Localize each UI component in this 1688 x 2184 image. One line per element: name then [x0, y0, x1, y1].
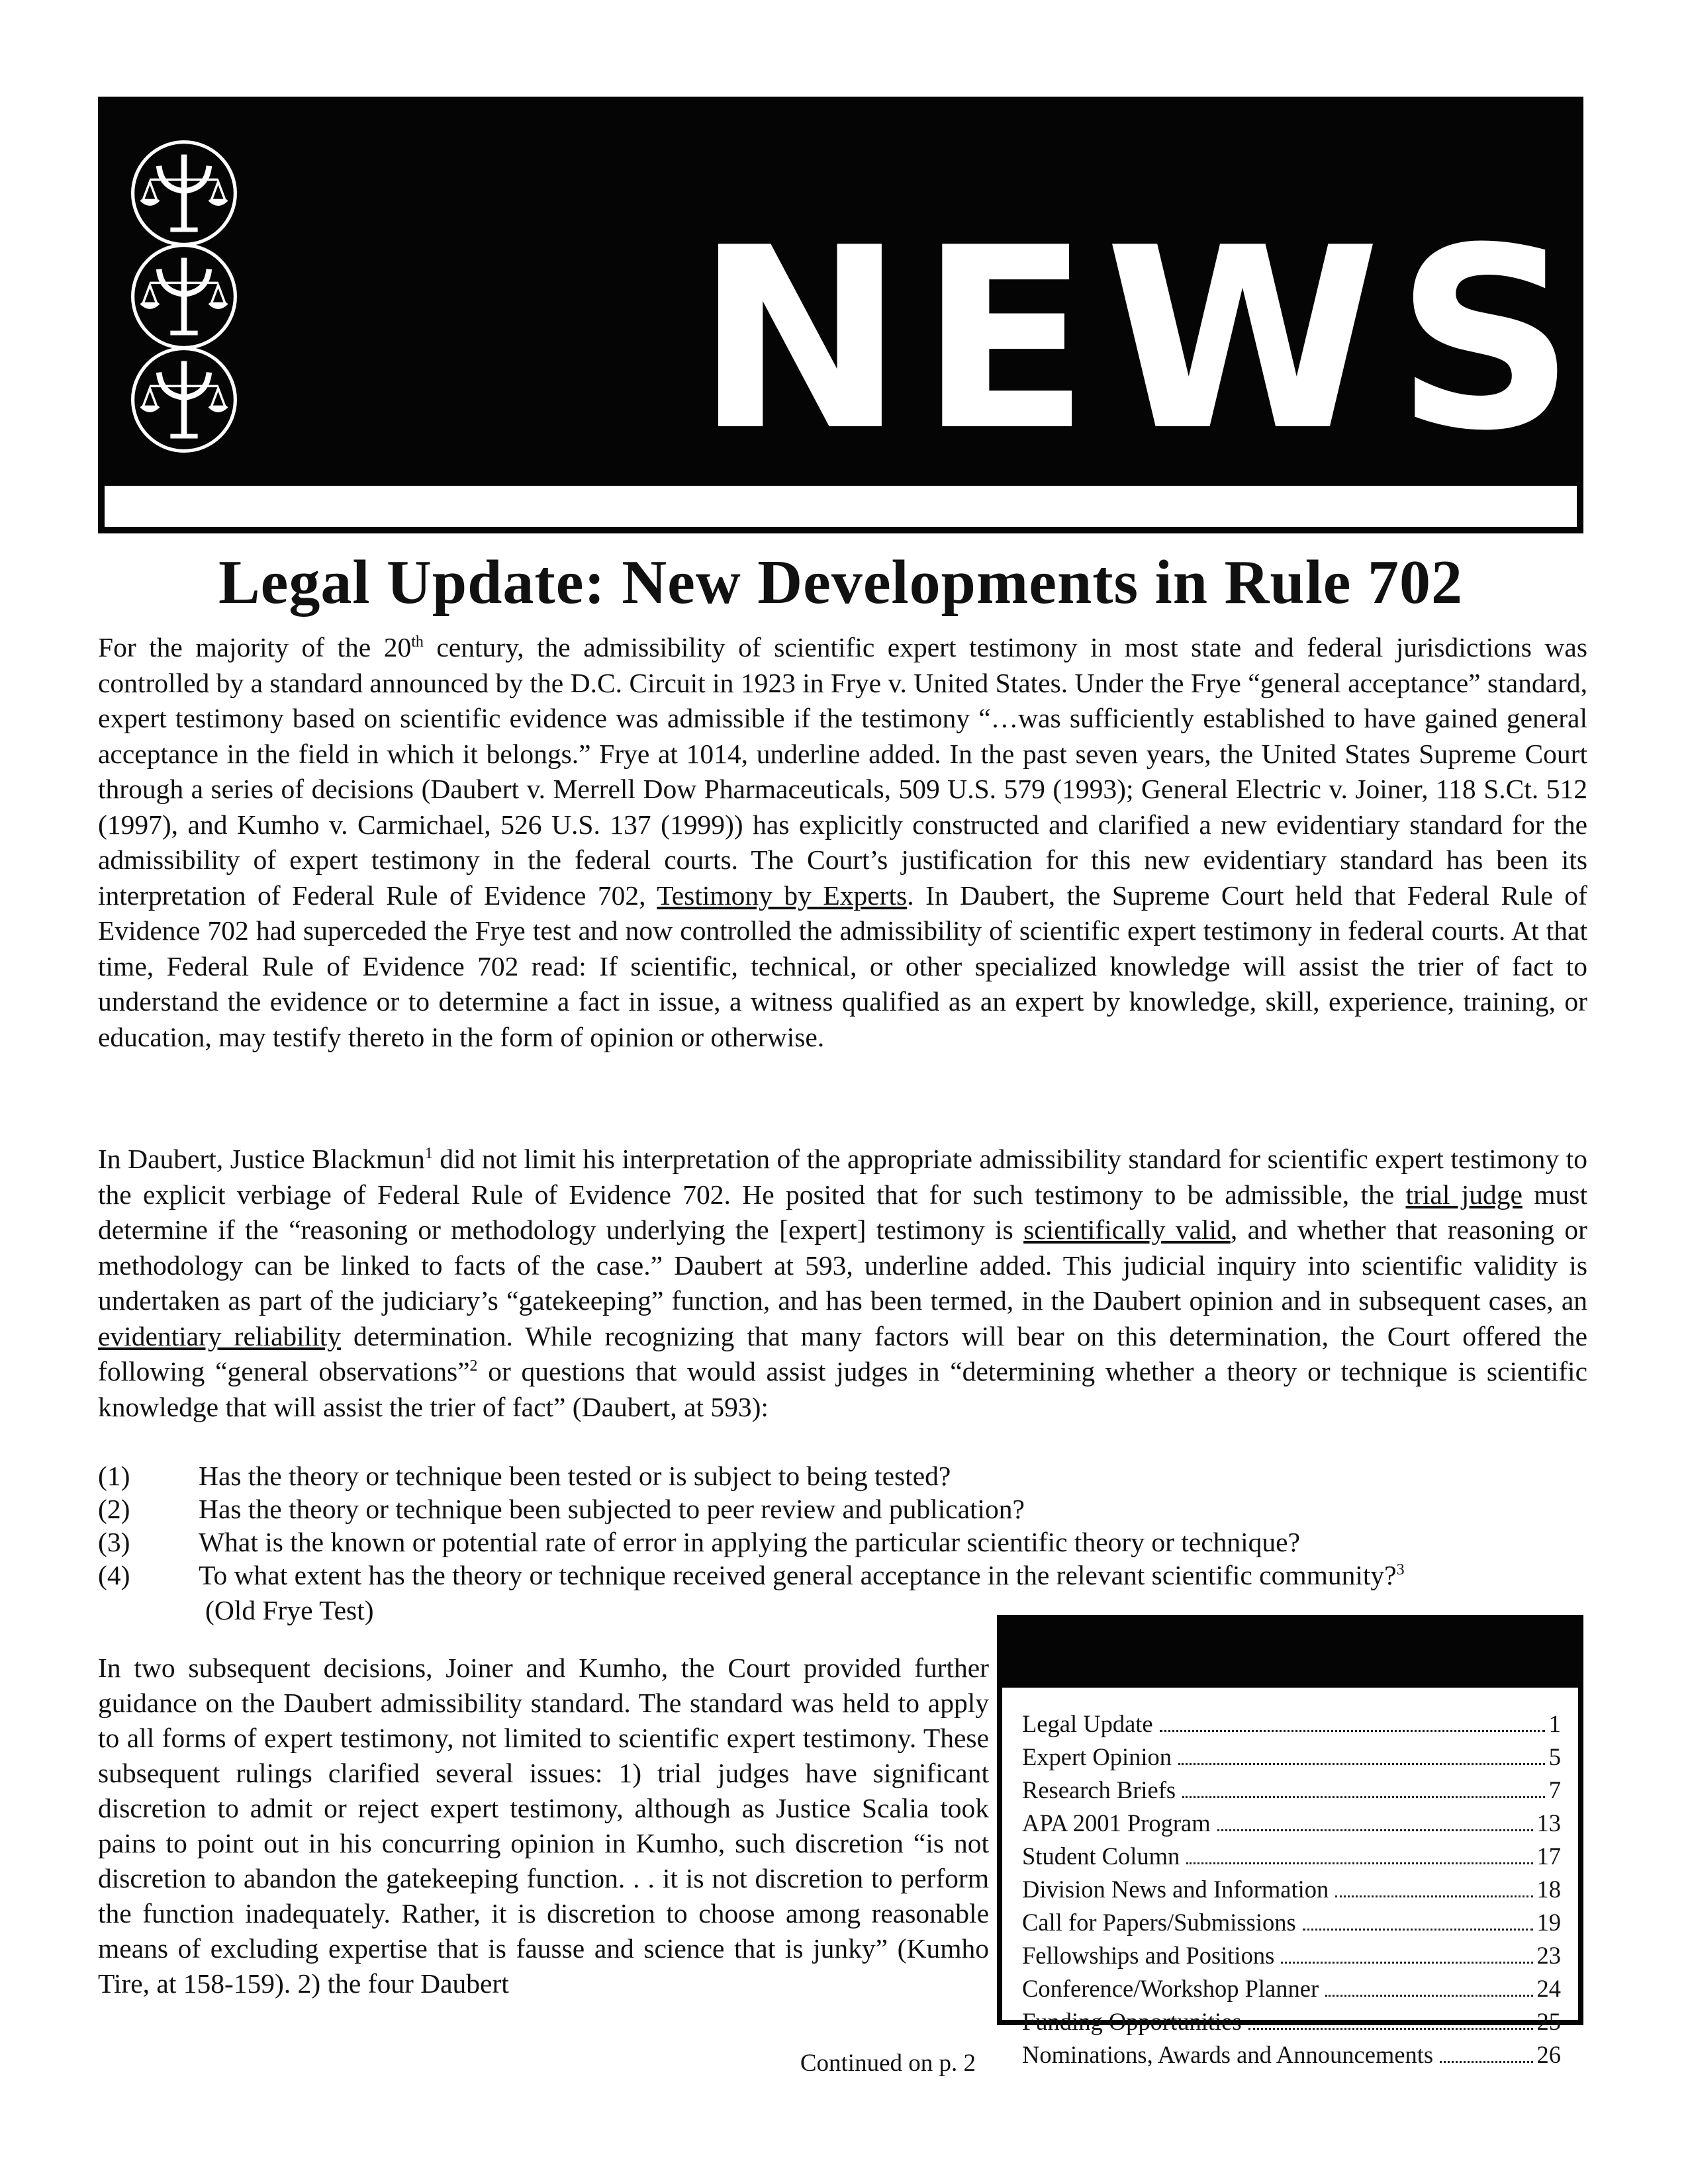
- paragraph-daubert: In Daubert, Justice Blackmun$^1$ did not limit his interpretation of the appropriate admissibility standard for scientific expert testimony to the explicit verbiage of Federal Rule of Evidence 702. He posited that for such testimony to be admissible, the trial judge must determine if the “reasoning or methodology underlying the [expert] testimony is scientifically valid, and whether that reasoning or methodology can be linked to facts of the case.” Daubert at 593, underline added. This judicial inquiry into scientific validity is undertaken as part of the judiciary’s “gatekeeping” function, and has been termed, in the Daubert opinion and in subsequent cases, an evidentiary reliability determination. While recognizing that many factors will bear on this determination, the Court offered the following “general observations”$^2$ or questions that would assist judges in “determining whether a theory or technique is scientific knowledge that will assist the trier of fact” (Daubert, at 593):: [98, 1144, 1588, 1422]
- list-item: (1) Has the theory or technique been tested or is subject to being tested?: [98, 1461, 951, 1491]
- old-frye-note: (Old Frye Test): [205, 1595, 374, 1625]
- scales-of-justice-psi-icon: [127, 240, 241, 353]
- contents-item[interactable]: Expert Opinion 5: [1022, 1743, 1561, 1770]
- masthead-band: [105, 486, 1577, 527]
- contents-item[interactable]: Funding Opportunities 25: [1022, 2008, 1561, 2035]
- contents-item[interactable]: Research Briefs 7: [1022, 1776, 1561, 1803]
- daubert-questions: [98, 1459, 1587, 1592]
- contents-item[interactable]: Student Column 17: [1022, 1843, 1561, 1870]
- scales-of-justice-psi-icon: [127, 343, 241, 457]
- scales-of-justice-psi-icon: [127, 136, 241, 250]
- contents-item[interactable]: Legal Update 1: [1022, 1710, 1561, 1737]
- contents-list: [1022, 1707, 1561, 2071]
- list-item: (4) To what extent has the theory or technique received general acceptance in the relevant scientific community?$^3$: [98, 1560, 1405, 1590]
- list-item: (3) What is the known or potential rate of error in applying the particular scientific theory or technique?: [98, 1527, 1301, 1557]
- contents-item[interactable]: Fellowships and Positions 23: [1022, 1942, 1561, 1969]
- contents-item[interactable]: Nominations, Awards and Announcements 26: [1022, 2041, 1561, 2068]
- masthead: [98, 97, 1590, 533]
- contents-box: [997, 1615, 1583, 2068]
- paragraph-joiner-kumho: In two subsequent decisions, Joiner and Kumho, the Court provided further guidance on the Daubert admissibility standard. The standard was held to apply to all forms of expert testimony, not limited to scientific expert testimony. These subsequent rulings clarified several issues: 1) trial judges have significant discretion to admit or reject expert testimony, although as Justice Scalia took pains to point out in his concurring opinion in Kumho, such discretion “is not discretion to abandon the gatekeeping function. . . it is not discretion to perform the function inadequately. Rather, it is discretion to choose among reasonable means of excluding expertise that is fausse and science that is junky” (Kumho Tire, at 158-159). 2) the four Daubert: [98, 1653, 989, 1999]
- paragraph-intro: For the majority of the 20th century, the admissibility of scientific expert testimony in most state and federal jurisdictions was controlled by a standard announced by the D.C. Circuit in 1923 in Frye v. United States. Under the Frye “general acceptance” standard, expert testimony based on scientific evidence was admissible if the testimony “…was sufficiently established to have gained general acceptance in the field in which it belongs.” Frye at 1014, underline added. In the past seven years, the United States Supreme Court through a series of decisions (Daubert v. Merrell Dow Pharmaceuticals, 509 U.S. 579 (1993); General Electric v. Joiner, 118 S.Ct. 512 (1997), and Kumho v. Carmichael, 526 U.S. 137 (1999)) has explicitly constructed and clarified a new evidentiary standard for the admissibility of expert testimony in the federal courts. The Court’s justification for this new evidentiary standard has been its interpretation of Federal Rule of Evidence 702, Testimony by Experts. In Daubert, the Supreme Court held that Federal Rule of Evidence 702 had superceded the Frye test and now controlled the admissibility of scientific expert testimony in federal courts. At that time, Federal Rule of Evidence 702 read: If scientific, technical, or other specialized knowledge will assist the trier of fact to understand the evidence or to determine a fact in issue, a witness qualified as an expert by knowledge, skill, experience, training, or education, may testify thereto in the form of opinion or otherwise.: [98, 632, 1588, 1052]
- headline: Legal Update: New Developments in Rule 702: [218, 548, 1464, 617]
- masthead-title: NEWS: [695, 195, 1590, 486]
- contents-item[interactable]: Call for Papers/Submissions 19: [1022, 1909, 1561, 1936]
- list-item: (2) Has the theory or technique been subjected to peer review and publication?: [98, 1494, 1025, 1524]
- contents-item[interactable]: Conference/Workshop Planner 24: [1022, 1975, 1561, 2002]
- contents-item[interactable]: Division News and Information 18: [1022, 1876, 1561, 1903]
- contents-item[interactable]: APA 2001 Program 13: [1022, 1809, 1561, 1837]
- continued-note: Continued on p. 2: [800, 2050, 976, 2077]
- contents-header-bar: [1002, 1620, 1578, 1688]
